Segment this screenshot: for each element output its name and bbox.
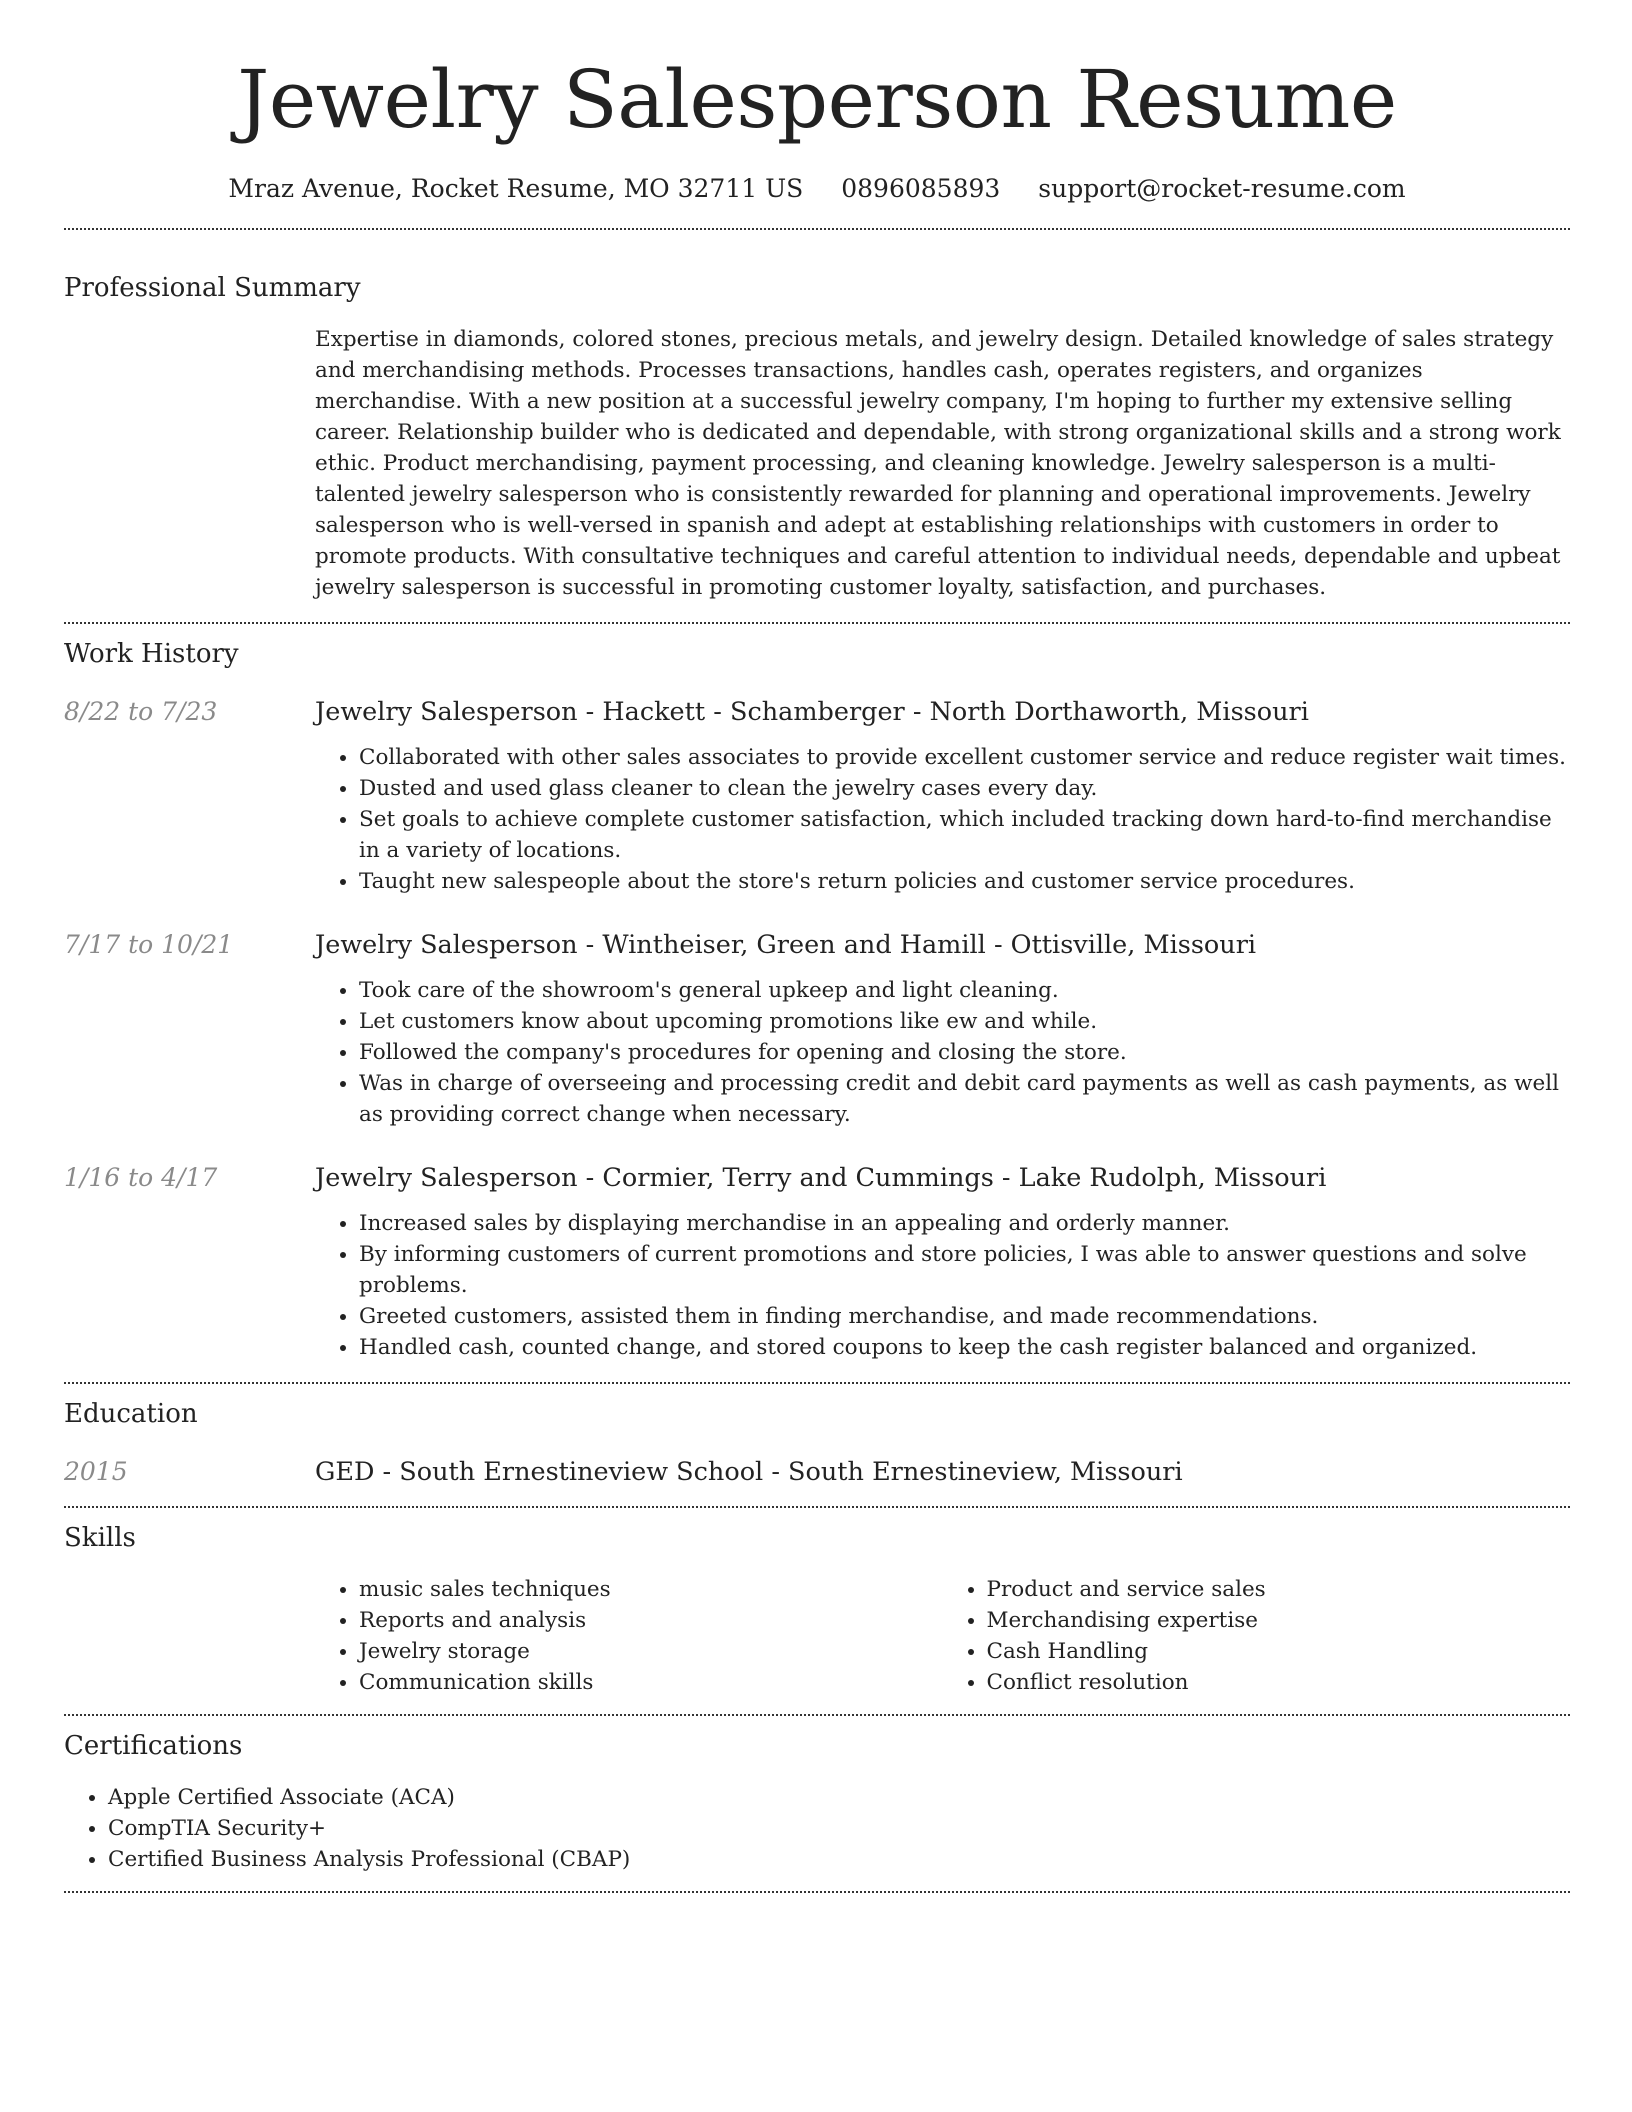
list-item: • Followed the company's procedures for opening and closing the store.: [359, 1037, 1570, 1068]
contact-email: support@rocket-resume.com: [1038, 174, 1406, 203]
education-section: [64, 1396, 1570, 1490]
resume-title: Jewelry Salesperson Resume: [237, 53, 1397, 146]
list-item: • Product and service sales: [987, 1574, 1571, 1605]
contact-phone: 0896085893: [841, 174, 1001, 203]
skills-list-right: [943, 1574, 1571, 1698]
list-item: • Let customers know about upcoming promotions like ew and while.: [359, 1006, 1570, 1037]
education-heading: Education: [64, 1399, 198, 1429]
list-item: • Apple Certified Associate (ACA): [108, 1782, 1570, 1813]
contact-address: Mraz Avenue, Rocket Resume, MO 32711 US: [228, 174, 804, 203]
job-entry: [64, 927, 1570, 1130]
divider: [64, 1714, 1570, 1716]
job-dates: 7/17 to 10/21: [64, 930, 234, 959]
list-item: • Jewelry storage: [359, 1636, 943, 1667]
list-item: • Reports and analysis: [359, 1605, 943, 1636]
summary-text: Expertise in diamonds, colored stones, precious metals, and jewelry design. Detailed knowledge of sales strategy and merchandising methods. Processes transactions, handles cash, operates registers, and organizes merchandise. With a new position at a successful jewelry company, I'm hoping to further my extensive selling career. Relationship builder who is dedicated and dependable, with strong organizational skills and a strong work ethic. Product merchandising, payment processing, and cleaning knowledge. Jewelry salesperson is a multi-talented jewelry salesperson who is consistently rewarded for planning and operational improvements. Jewelry salesperson who is well-versed in spanish and adept at establishing relationships with customers in order to promote products. With consultative techniques and careful attention to individual needs, dependable and upbeat jewelry salesperson is successful in promoting customer loyalty, satisfaction, and purchases.: [315, 327, 1561, 600]
list-item: • Collaborated with other sales associates to provide excellent customer service and reduce register wait times.: [359, 742, 1570, 773]
skills-heading: Skills: [64, 1523, 136, 1553]
summary-section: [64, 270, 1570, 603]
job-entry: [64, 1160, 1570, 1363]
list-item: • Greeted customers, assisted them in finding merchandise, and made recommendations.: [359, 1301, 1570, 1332]
job-content: [315, 694, 1570, 897]
summary-heading: Professional Summary: [64, 273, 361, 303]
list-item: • Set goals to achieve complete customer satisfaction, which included tracking down hard-to-find merchandise in a variety of locations.: [359, 804, 1570, 866]
education-entry: [64, 1454, 1570, 1490]
list-item: • Was in charge of overseeing and processing credit and debit card payments as well as cash payments, as well as providing correct change when necessary.: [359, 1068, 1570, 1130]
list-item: • Cash Handling: [987, 1636, 1571, 1667]
divider: [64, 1382, 1570, 1384]
list-item: • Took care of the showroom's general upkeep and light cleaning.: [359, 975, 1570, 1006]
job-dates: 1/16 to 4/17: [64, 1163, 218, 1192]
certifications-heading: Certifications: [64, 1731, 243, 1761]
divider: [64, 1891, 1570, 1893]
education-year: 2015: [64, 1457, 128, 1486]
certifications-section: [64, 1728, 1570, 1875]
list-item: • Certified Business Analysis Professional (CBAP): [108, 1844, 1570, 1875]
skills-list-left: [315, 1574, 943, 1698]
job-bullets: [315, 742, 1570, 897]
list-item: • CompTIA Security+: [108, 1813, 1570, 1844]
divider: [64, 622, 1570, 624]
job-bullets: [315, 975, 1570, 1130]
list-item: • Conflict resolution: [987, 1667, 1571, 1698]
skills-grid: [315, 1574, 1570, 1698]
list-item: • Handled cash, counted change, and stored coupons to keep the cash register balanced and organized.: [359, 1332, 1570, 1363]
divider: [64, 228, 1570, 230]
job-content: [315, 1160, 1570, 1363]
job-title: Jewelry Salesperson - Hackett - Schamberger - North Dorthaworth, Missouri: [315, 697, 1309, 727]
job-title: Jewelry Salesperson - Wintheiser, Green and Hamill - Ottisville, Missouri: [315, 930, 1257, 960]
list-item: • Taught new salespeople about the store's return policies and customer service procedures.: [359, 866, 1570, 897]
list-item: • Dusted and used glass cleaner to clean the jewelry cases every day.: [359, 773, 1570, 804]
divider: [64, 1506, 1570, 1508]
work-heading: Work History: [64, 639, 239, 669]
list-item: • music sales techniques: [359, 1574, 943, 1605]
certifications-list: [64, 1782, 1570, 1875]
job-dates: 8/22 to 7/23: [64, 697, 218, 726]
list-item: • Communication skills: [359, 1667, 943, 1698]
job-entry: [64, 694, 1570, 897]
job-bullets: [315, 1208, 1570, 1363]
job-content: [315, 927, 1570, 1130]
list-item: • By informing customers of current promotions and store policies, I was able to answer questions and solve problems.: [359, 1239, 1570, 1301]
contact-line: [64, 172, 1570, 206]
education-degree: GED - South Ernestineview School - South Ernestineview, Missouri: [315, 1457, 1183, 1487]
skills-section: [64, 1520, 1570, 1698]
list-item: • Increased sales by displaying merchandise in an appealing and orderly manner.: [359, 1208, 1570, 1239]
resume-page: [64, 0, 1570, 1893]
list-item: • Merchandising expertise: [987, 1605, 1571, 1636]
job-title: Jewelry Salesperson - Cormier, Terry and Cummings - Lake Rudolph, Missouri: [315, 1163, 1327, 1193]
work-section: [64, 636, 1570, 1363]
